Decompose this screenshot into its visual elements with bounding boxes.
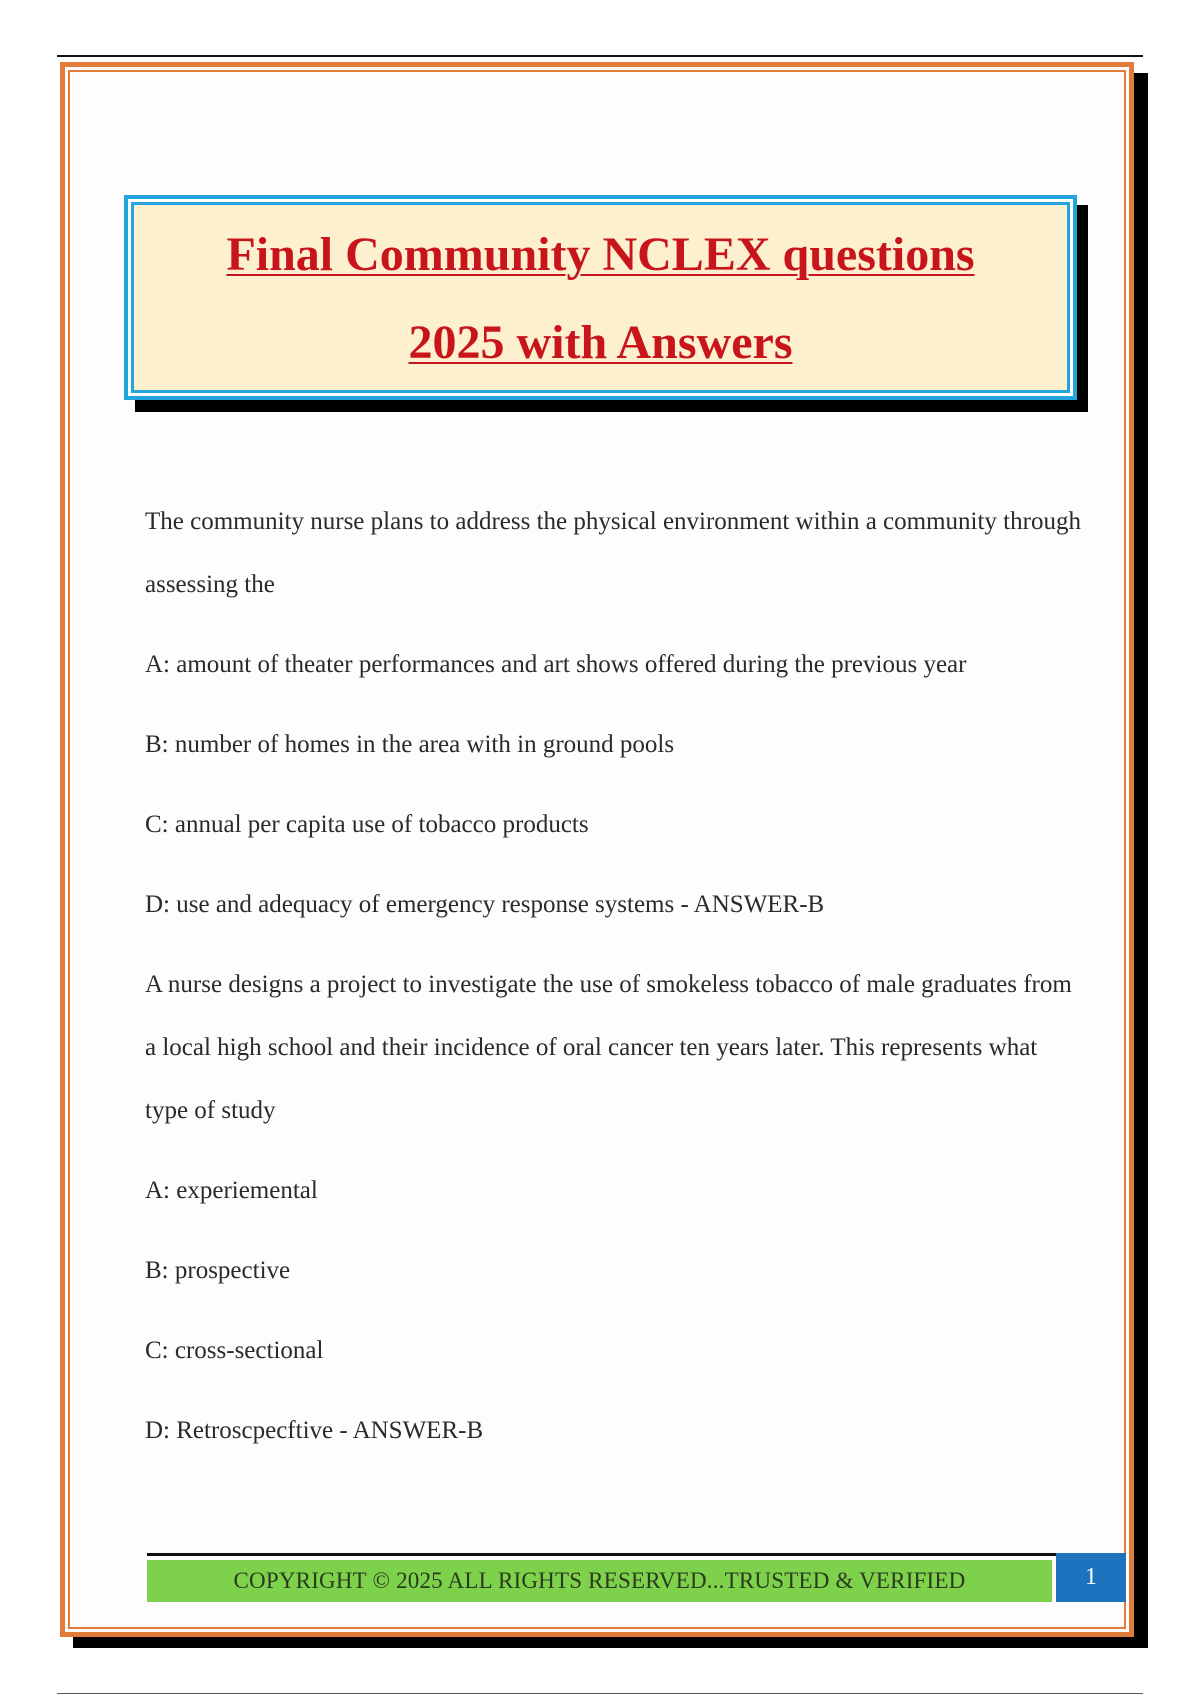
question-1-option-b: B: number of homes in the area with in ground pools bbox=[145, 731, 675, 758]
question-2-option-c: C: cross-sectional bbox=[145, 1337, 324, 1364]
top-rule bbox=[57, 55, 1143, 57]
title-line-1: Final Community NCLEX questions bbox=[226, 228, 975, 281]
footer-band bbox=[147, 1560, 1052, 1602]
title-box bbox=[124, 195, 1077, 400]
question-1-option-c: C: annual per capita use of tobacco products bbox=[145, 811, 589, 838]
question-1-stem: The community nurse plans to address the physical environment within a community through assessing the bbox=[145, 508, 1081, 598]
question-2-option-a: A: experiemental bbox=[145, 1177, 318, 1204]
question-content bbox=[145, 490, 1085, 1479]
question-2-option-b: B: prospective bbox=[145, 1257, 291, 1284]
copyright-text: COPYRIGHT © 2025 ALL RIGHTS RESERVED...TRUSTED & VERIFIED bbox=[233, 1568, 966, 1593]
page-number: 1 bbox=[1085, 1564, 1097, 1590]
question-1-option-a: A: amount of theater performances and art shows offered during the previous year bbox=[145, 651, 967, 678]
bottom-rule bbox=[57, 1693, 1143, 1694]
page-number-box bbox=[1056, 1553, 1126, 1602]
question-1-option-d: D: use and adequacy of emergency response systems - ANSWER-B bbox=[145, 891, 825, 918]
question-2-stem: A nurse designs a project to investigate the use of smokeless tobacco of male graduates from a local high school and their incidence of oral cancer ten years later. This represents what type of study bbox=[145, 971, 1072, 1124]
footer-rule bbox=[147, 1553, 1057, 1556]
title-line-2: 2025 with Answers bbox=[408, 316, 793, 369]
question-2-option-d: D: Retroscpecftive - ANSWER-B bbox=[145, 1417, 484, 1444]
